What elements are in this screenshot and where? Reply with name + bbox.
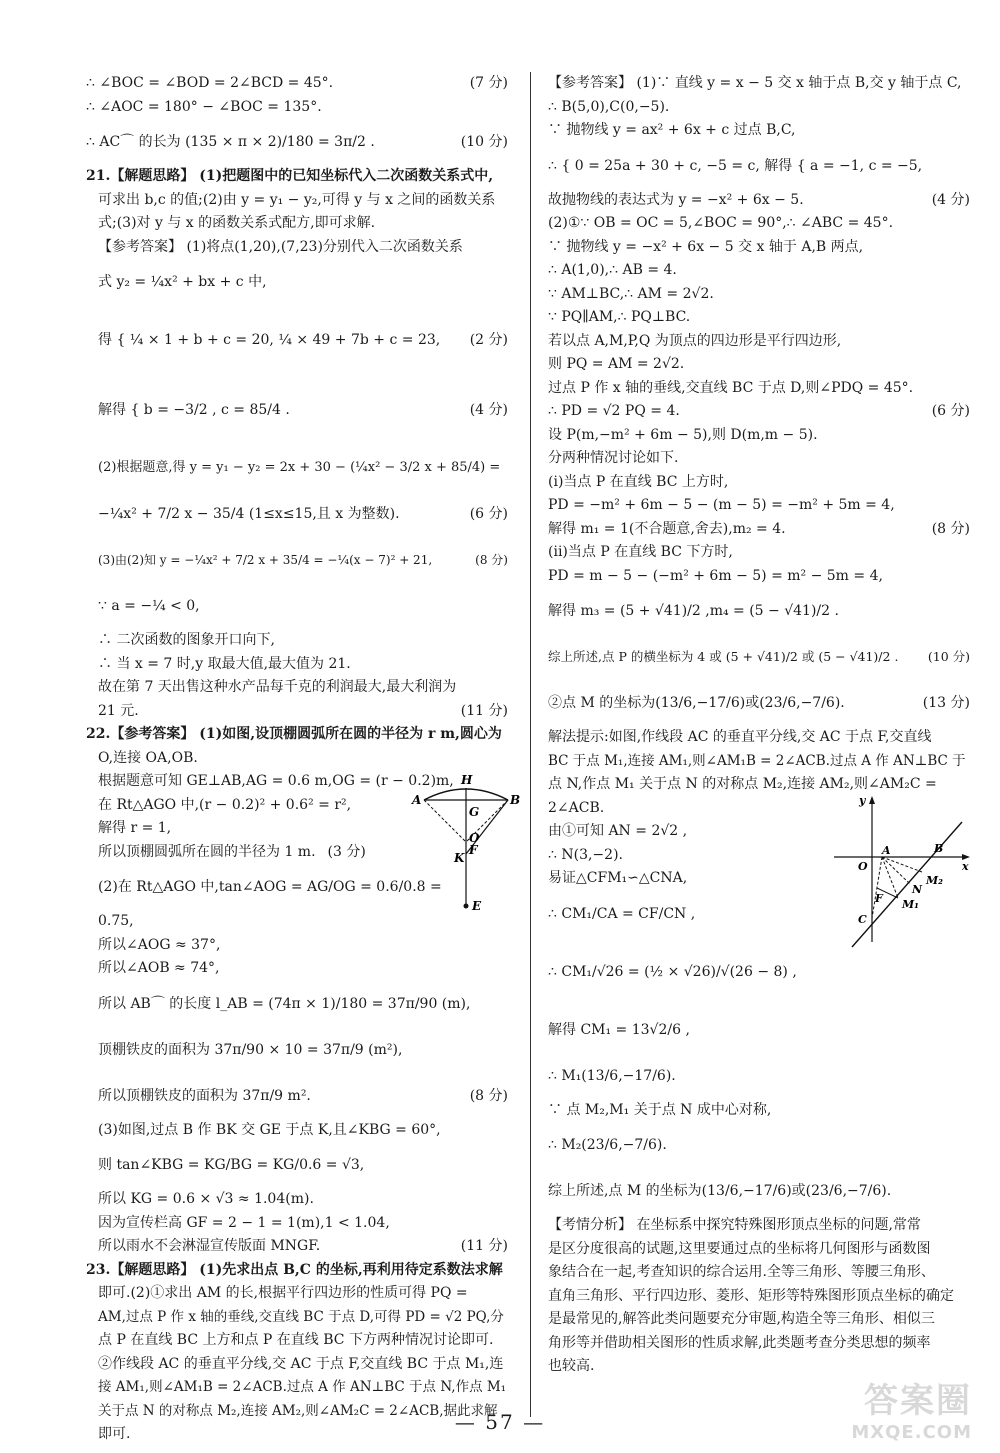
line-text: 0.75,: [98, 913, 134, 929]
line-text: 在 Rt△AGO 中,(r − 0.2)² + 0.6² = r²,: [98, 796, 352, 813]
score-marker: (10 分): [927, 649, 970, 664]
label-N: N: [912, 883, 923, 896]
label-C: C: [858, 913, 867, 926]
right-column: [548, 72, 976, 1379]
line-text: 解得 m₃ = (5 + √41)/2 ,m₄ = (5 − √41)/2 .: [548, 603, 839, 619]
text-line: [86, 165, 514, 189]
label-B: B: [934, 842, 944, 855]
text-line: [86, 537, 514, 583]
figure-22-awning-diagram: [410, 770, 520, 915]
label-M1: M₁: [902, 898, 919, 911]
line-text: 由①可知 AN = 2√2 ,: [548, 823, 688, 839]
watermark-url: MXQE.COM: [851, 1422, 972, 1443]
label-O: O: [469, 831, 480, 845]
text-line: [548, 680, 976, 726]
label-A: A: [412, 793, 422, 807]
text-line: [86, 700, 514, 724]
text-line: [86, 1119, 514, 1143]
line-text: O,连接 OA,OB.: [98, 749, 198, 766]
label-F: F: [875, 892, 883, 905]
text-line: [86, 1073, 514, 1119]
line-text: 得 { ¼ × 1 + b + c = 20, ¼ × 49 + 7b + c = 23,: [98, 332, 441, 348]
score-marker: (11 分): [460, 702, 508, 719]
line-text: (2)①∵ OB = OC = 5,∠BOC = 90°,∴ ∠ABC = 45°.: [548, 215, 894, 231]
line-text: ∴ M₂(23/6,−7/6).: [548, 1137, 667, 1153]
text-line: [86, 1259, 514, 1283]
text-line: [86, 445, 514, 491]
line-text: ∴ CM₁/CA = CF/CN ,: [548, 905, 696, 922]
line-text: ②点 M 的坐标为(13/6,−17/6)或(23/6,−7/6).: [548, 695, 845, 711]
watermark-logo: 答案圈: [864, 1381, 972, 1421]
text-line: [86, 236, 514, 260]
line-text: PD = −m² + 6m − 5 − (m − 5) = −m² + 5m = 4,: [548, 497, 895, 513]
line-text: ∵ 抛物线 y = ax² + 6x + c 过点 B,C,: [548, 122, 796, 138]
text-line: [548, 212, 976, 236]
label-O: O: [858, 860, 868, 873]
label-G: G: [469, 805, 480, 819]
line-text: 点 P 在直线 BC 上方和点 P 在直线 BC 下方两种情况讨论即可.: [98, 1332, 494, 1348]
text-line: [548, 494, 976, 518]
line-text: 22.【参考答案】 (1)如图,设顶棚圆弧所在圆的半径为 r m,圆心为: [86, 726, 502, 742]
line-text: 根据题意可知 GE⊥AB,AG = 0.6 m,OG = (r − 0.2)m,: [98, 773, 454, 789]
text-line: [548, 1238, 976, 1262]
text-line: [86, 1353, 514, 1377]
line-text: 综上所述,点 P 的横坐标为 4 或 (5 + √41)/2 或 (5 − √41)/2 .: [548, 649, 899, 664]
line-text: ∵ 抛物线 y = −x² + 6x − 5 交 x 轴于 A,B 两点,: [548, 238, 864, 255]
line-text: 综上所述,点 M 的坐标为(13/6,−17/6)或(23/6,−7/6).: [548, 1183, 892, 1199]
line-text: 所以∠AOG ≈ 37°,: [98, 936, 221, 953]
line-text: 即可.(2)①求出 AM 的长,根据平行四边形的性质可得 PQ =: [98, 1285, 468, 1301]
line-text: 是区分度很高的试题,这里要通过点的坐标将几何图形与函数图: [548, 1240, 931, 1257]
line-text: 接 AM₁,则∠AM₁B = 2∠ACB.过点 A 作 AN⊥BC 于点 N,作点 M₁: [98, 1379, 507, 1395]
segment-AN: [882, 857, 910, 884]
text-line: [86, 259, 514, 305]
line-text: (3)由(2)知 y = −¼x² + 7/2 x + 35/4 = −¼(x − 7)² + 21,: [98, 553, 433, 567]
score-marker: (11 分): [460, 1238, 508, 1254]
score-marker: (4 分): [469, 402, 508, 418]
line-text: 23.【解题思路】 (1)先求出点 B,C 的坐标,再利用待定系数法求解: [86, 1261, 503, 1278]
text-line: [548, 750, 976, 774]
line-text: 解得 m₁ = 1(不合题意,舍去),m₂ = 4.: [548, 520, 786, 537]
line-text: ∴ ∠BOC = ∠BOD = 2∠BCD = 45°.: [86, 75, 334, 91]
text-line: [548, 283, 976, 307]
line-BC: [852, 822, 962, 947]
text-line: [86, 96, 514, 120]
page-number: — 57 —: [454, 1410, 546, 1434]
text-line: [548, 1099, 976, 1123]
text-line: [548, 353, 976, 377]
line-text: 【参考答案】 (1)将点(1,20),(7,23)分别代入二次函数关系: [98, 238, 463, 255]
text-line: [548, 565, 976, 589]
line-text: 解得 r = 1,: [98, 820, 172, 836]
text-line: [86, 1235, 514, 1259]
segment-AM2: [882, 857, 922, 872]
text-line: [548, 588, 976, 634]
text-line: [86, 583, 514, 629]
line-text: 故在第 7 天出售这种水产品每千克的利润最大,最大利润为: [98, 679, 457, 695]
text-line: [86, 723, 514, 747]
score-marker: (13 分): [922, 695, 970, 711]
text-line: [86, 491, 514, 537]
score-marker: (2 分): [469, 332, 508, 348]
point-E: [464, 904, 469, 909]
text-line: [86, 189, 514, 213]
line-text: 所以 KG = 0.6 × √3 ≈ 1.04(m).: [98, 1191, 314, 1207]
line-text: 关于点 N 的对称点 M₂,连接 AM₂,则∠AM₂C = 2∠ACB,据此求解: [98, 1402, 498, 1419]
line-text: 点 N,作点 M₁ 关于点 N 的对称点 M₂,连接 AM₂,则∠AM₂C =: [548, 776, 937, 792]
line-text: 设 P(m,−m² + 6m − 5),则 D(m,m − 5).: [548, 426, 818, 443]
text-line: [86, 305, 514, 375]
score-marker: (3 分): [327, 843, 366, 860]
label-M2: M₂: [926, 874, 943, 887]
line-text: 式 y₂ = ¼x² + bx + c 中,: [98, 274, 267, 290]
line-text: ∴ A(1,0),∴ AB = 4.: [548, 262, 677, 278]
line-text: (3)如图,过点 B 作 BK 交 GE 于点 K,且∠KBG = 60°,: [98, 1121, 441, 1138]
watermark: [812, 1373, 972, 1443]
line-text: 21.【解题思路】 (1)把题图中的已知坐标代入二次函数关系式中,: [86, 168, 494, 184]
label-H: H: [461, 773, 473, 787]
left-column: [86, 72, 514, 1447]
text-line: [86, 1376, 514, 1400]
line-text: ∵ PQ∥AM,∴ PQ⊥BC.: [548, 309, 691, 325]
text-line: [548, 634, 976, 680]
line-text: 因为宣传栏高 GF = 2 − 1 = 1(m),1 < 1.04,: [98, 1214, 390, 1231]
text-line: [548, 1214, 976, 1238]
segment-AO: [424, 800, 466, 842]
text-line: [86, 629, 514, 653]
text-line: [548, 377, 976, 401]
text-line: [548, 1261, 976, 1285]
text-line: [548, 96, 976, 120]
line-text: (2)根据题意,得 y = y₁ − y₂ = 2x + 30 − (¼x² − 3/2 x + 85/4) =: [98, 460, 501, 475]
line-text: 则 PQ = AM = 2√2.: [548, 356, 685, 372]
line-text: 2∠ACB.: [548, 799, 605, 816]
line-text: 易证△CFM₁∽△CNA,: [548, 870, 688, 886]
line-text: 21 元.: [98, 702, 139, 719]
line-text: 【参考答案】 (1)∵ 直线 y = x − 5 交 x 轴于点 B,交 y 轴于点 C,: [548, 75, 962, 91]
text-line: [86, 747, 514, 771]
text-line: [548, 1168, 976, 1214]
text-line: [548, 72, 976, 96]
line-text: ∴ PD = √2 PQ = 4.: [548, 403, 680, 419]
text-line: [86, 1329, 514, 1353]
text-line: [548, 119, 976, 143]
text-line: [86, 1306, 514, 1330]
line-text: 顶棚铁皮的面积为 37π/90 × 10 = 37π/9 (m²),: [98, 1041, 403, 1058]
line-text: 过点 P 作 x 轴的垂线,交直线 BC 于点 D,则∠PDQ = 45°.: [548, 379, 914, 396]
text-line: [86, 1282, 514, 1306]
text-line: [548, 400, 976, 424]
text-line: [548, 189, 976, 213]
line-text: 可求出 b,c 的值;(2)由 y = y₁ − y₂,可得 y 与 x 之间的函数关系: [98, 191, 496, 208]
text-line: [86, 1188, 514, 1212]
line-text: 即可.: [98, 1426, 131, 1442]
text-line: [548, 447, 976, 471]
line-text: 直角三角形、平行四边形、菱形、矩形等特殊图形顶点坐标的确定: [548, 1287, 954, 1304]
line-text: 若以点 A,M,P,Q 为顶点的四边形是平行四边形,: [548, 332, 842, 349]
line-text: 所以顶棚铁皮的面积为 37π/9 m².: [98, 1087, 311, 1104]
text-line: [86, 653, 514, 677]
line-text: 解法提示:如图,作线段 AC 的垂直平分线,交 AC 于点 F,交直线: [548, 729, 932, 745]
line-text: 象结合在一起,考查知识的综合运用.全等三角形、等腰三角形、: [548, 1264, 935, 1280]
label-A: A: [882, 844, 891, 857]
line-text: PD = m − 5 − (−m² + 6m − 5) = m² − 5m = 4,: [548, 567, 883, 584]
score-marker: (10 分): [460, 134, 508, 150]
label-x: x: [962, 860, 969, 873]
text-line: [86, 119, 514, 165]
y-axis-arrow: [869, 796, 875, 804]
line-text: (2)在 Rt△AGO 中,tan∠AOG = AG/OG = 0.6/0.8 =: [98, 879, 442, 895]
text-line: [548, 330, 976, 354]
text-line: [548, 471, 976, 495]
line-text: BC 于点 M₁,连接 AM₁,则∠AM₁B = 2∠ACB.过点 A 作 AN⊥BC 于: [548, 752, 966, 769]
text-line: [548, 143, 976, 189]
line-text: 所以顶棚圆弧所在圆的半径为 1 m.: [98, 843, 316, 860]
line-text: 所以∠AOB ≈ 74°,: [98, 960, 220, 976]
line-text: ∴ M₁(13/6,−17/6).: [548, 1067, 676, 1084]
line-text: 所以 AB⌒ 的长度 l_AB = (74π × 1)/180 = 37π/90 (m),: [98, 995, 471, 1012]
column-divider: [530, 72, 531, 1417]
line-text: 故抛物线的表达式为 y = −x² + 6x − 5.: [548, 191, 804, 208]
text-line: [548, 1332, 976, 1356]
text-line: [548, 306, 976, 330]
text-line: [548, 1122, 976, 1168]
score-marker: (4 分): [931, 191, 970, 208]
text-line: [86, 934, 514, 958]
text-line: [548, 1308, 976, 1332]
text-line: [86, 981, 514, 1027]
line-text: ∵ AM⊥BC,∴ AM = 2√2.: [548, 285, 714, 302]
text-line: [548, 1053, 976, 1099]
label-E: E: [472, 899, 482, 913]
line-text: ∴ { 0 = 25a + 30 + c, −5 = c, 解得 { a = −1, c = −5,: [548, 157, 923, 174]
label-F: F: [469, 843, 478, 857]
line-text: 也较高.: [548, 1358, 595, 1374]
line-text: ∴ N(3,−2).: [548, 846, 623, 863]
text-line: [548, 726, 976, 750]
line-text: 则 tan∠KBG = KG/BG = KG/0.6 = √3,: [98, 1157, 365, 1173]
label-B: B: [510, 793, 520, 807]
text-line: [548, 1285, 976, 1309]
text-line: [86, 375, 514, 445]
text-line: [86, 957, 514, 981]
line-text: 分两种情况讨论如下.: [548, 450, 679, 466]
line-text: ∴ 当 x = 7 时,y 取最大值,最大值为 21.: [98, 655, 351, 672]
text-line: [86, 1027, 514, 1073]
text-line: [86, 1142, 514, 1188]
line-text: ∴ B(5,0),C(0,−5).: [548, 98, 670, 115]
line-text: 式;(3)对 y 与 x 的函数关系式配方,即可求解.: [98, 215, 376, 231]
text-line: [548, 1007, 976, 1053]
text-line: [86, 676, 514, 700]
line-text: 【考情分析】 在坐标系中探究特殊图形顶点坐标的问题,常常: [548, 1217, 921, 1233]
line-text: (ii)当点 P 在直线 BC 下方时,: [548, 544, 733, 560]
score-marker: (7 分): [469, 75, 508, 91]
figure-23-coordinate-diagram: [828, 792, 973, 954]
line-text: ∴ CM₁/√26 = (½ × √26)/√(26 − 8) ,: [548, 963, 797, 980]
line-text: ∴ 二次函数的图象开口向下,: [98, 632, 275, 648]
line-text: ∵ a = −¼ < 0,: [98, 598, 200, 614]
line-text: 角形等并借助相关图形的性质求解,此类题考查分类思想的频率: [548, 1334, 931, 1351]
text-line: [548, 236, 976, 260]
line-text: ∵ 点 M₂,M₁ 关于点 N 成中心对称,: [548, 1101, 772, 1118]
text-line: [86, 72, 514, 96]
line-text: −¼x² + 7/2 x − 35/4 (1≤x≤15,且 x 为整数).: [98, 506, 400, 522]
score-marker: (6 分): [931, 403, 970, 419]
text-line: [86, 1212, 514, 1236]
line-text: 是最常见的,解答此类问题要充分审题,构造全等三角形、相似三: [548, 1311, 935, 1327]
text-line: [548, 424, 976, 448]
line-text: AM,过点 P 作 x 轴的垂线,交直线 BC 于点 D,可得 PD = √2 PQ,分: [98, 1308, 504, 1325]
line-text: ∴ AC⌒ 的长为 (135 × π × 2)/180 = 3π/2 .: [86, 134, 375, 150]
score-marker: (6 分): [469, 506, 508, 522]
text-line: [86, 212, 514, 236]
score-marker: (8 分): [931, 520, 970, 537]
label-K: K: [454, 851, 465, 865]
segment-AC: [872, 857, 882, 918]
label-y: y: [859, 794, 866, 807]
line-text: ∴ ∠AOC = 180° − ∠BOC = 135°.: [86, 98, 322, 115]
line-text: 解得 { b = −3/2 , c = 85/4 .: [98, 402, 290, 418]
line-text: ②作线段 AC 的垂直平分线,交 AC 于点 F,交直线 BC 于点 M₁,连: [98, 1355, 504, 1372]
line-text: (i)当点 P 在直线 BC 上方时,: [548, 473, 729, 490]
text-line: [548, 518, 976, 542]
score-marker: (8 分): [469, 1087, 508, 1104]
line-text: 解得 CM₁ = 13√2/6 ,: [548, 1021, 690, 1038]
line-text: 所以雨水不会淋湿宣传版面 MNGF.: [98, 1238, 321, 1254]
text-line: [548, 259, 976, 283]
text-line: [548, 541, 976, 565]
score-marker: (8 分): [475, 553, 508, 567]
